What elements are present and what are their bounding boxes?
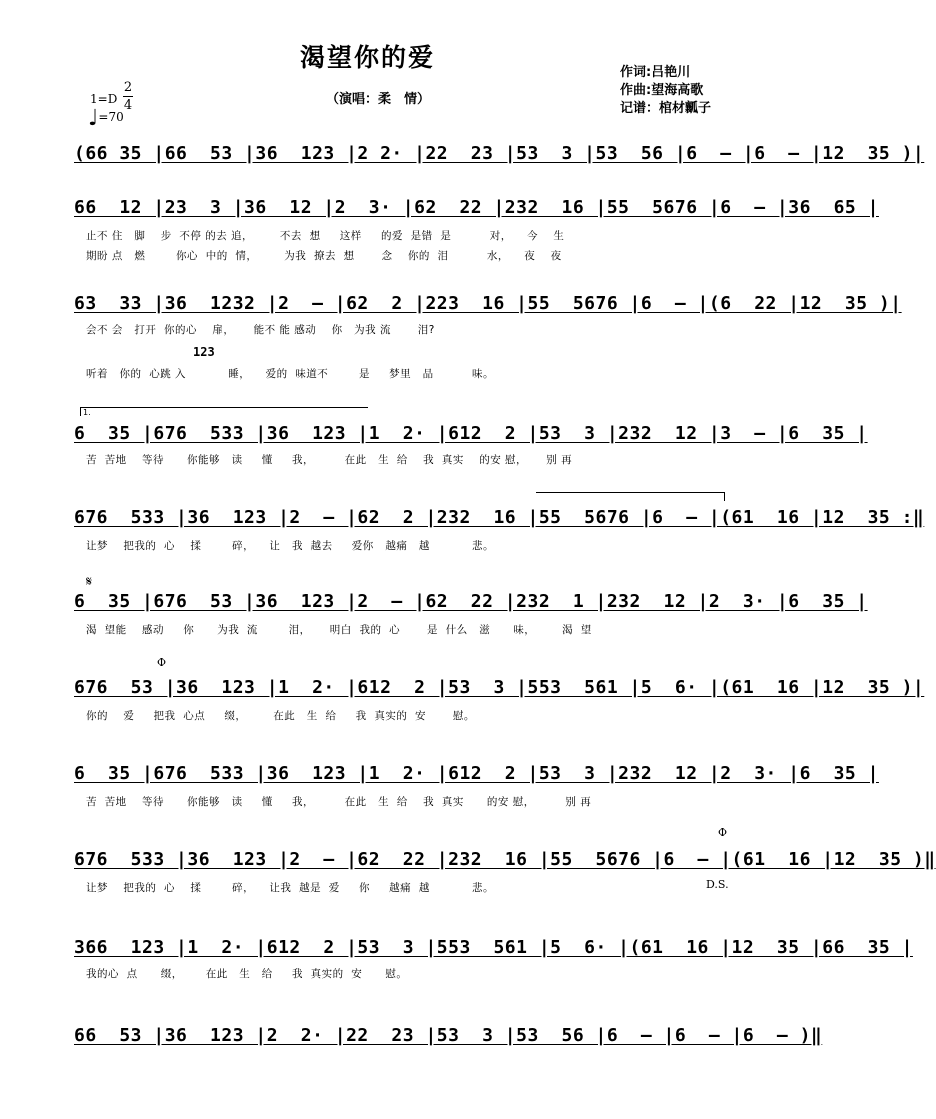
system-notes: (66 35 |66 53 |36 123 |2 2· |22 23 |53 3 |53 56 |6 – |6 – |12 35 )| (74, 142, 925, 164)
system-notes: 676 533 |36 123 |2 – |62 2 |232 16 |55 5676 |6 – |(61 16 |12 35 :‖ (74, 506, 925, 528)
dal-segno-marking: D.S. (706, 878, 729, 891)
key-signature: 1=D (90, 92, 118, 106)
quarter-note-icon: ♩ (88, 106, 99, 131)
system-notes: 6 35 |676 533 |36 123 |1 2· |612 2 |53 3 |232 12 |3 – |6 35 | (74, 422, 868, 444)
singer-credit: （演唱：柔 情） (326, 92, 431, 107)
lyric-line: 苦 苦地 等待 你能够 读 懂 我， 在此 生 给 我 真实 的安 慰， 别 再 (86, 454, 573, 466)
system-notes: 66 53 |36 123 |2 2· |22 23 |53 3 |53 56 |6 – |6 – |6 – )‖ (74, 1024, 823, 1046)
system-11 (74, 1020, 823, 1050)
coda-icon: Φ (157, 656, 167, 669)
system-notes: 66 12 |23 3 |36 12 |2 3· |62 22 |232 16 |55 5676 |6 – |36 65 | (74, 196, 879, 218)
system-10 (74, 932, 913, 962)
system-notes: 63 33 |36 1232 |2 – |62 2 |223 16 |55 5676 |6 – |(6 22 |12 35 )| (74, 292, 902, 314)
system-3 (74, 288, 902, 318)
system-notes: 6 35 |676 53 |36 123 |2 – |62 22 |232 1 |232 12 |2 3· |6 35 | (74, 590, 868, 612)
song-title: 渴望你的爱 (300, 43, 436, 72)
tempo-value: =70 (98, 110, 124, 124)
lyric-line: 会不 会 打开 你的心 扉， 能不 能 感动 你 为我 流 泪? (86, 324, 435, 336)
first-ending-bracket: 1. (80, 407, 368, 416)
lyricist-credit: 作词:吕艳川 (620, 65, 691, 80)
composer-credit: 作曲:望海高歌 (620, 83, 704, 98)
lyric-line: 让梦 把我的 心 揉 碎， 让 我 越去 爱你 越痛 越 悲。 (86, 540, 495, 552)
system-notes: 676 533 |36 123 |2 – |62 22 |232 16 |55 5676 |6 – |(61 16 |12 35 )‖ (74, 848, 936, 870)
tempo-marking (88, 106, 124, 131)
system-8 (74, 758, 879, 788)
system-6 (74, 586, 868, 616)
system-2 (74, 192, 879, 222)
system-9 (74, 844, 936, 874)
system-notes: 6 35 |676 533 |36 123 |1 2· |612 2 |53 3 |232 12 |2 3· |6 35 | (74, 762, 879, 784)
system-1 (74, 138, 925, 168)
lyric-line: 苦 苦地 等待 你能够 读 懂 我， 在此 生 给 我 真实 的安 慰， 别 再 (86, 796, 592, 808)
system-notes: 366 123 |1 2· |612 2 |53 3 |553 561 |5 6· |(61 16 |12 35 |66 35 | (74, 936, 913, 958)
time-bottom: 4 (123, 98, 133, 113)
system-4 (74, 418, 868, 448)
lyric-line: 止不 住 脚 步 不停 的去 追， 不去 想 这样 的爱 是错 是 对， 今 生 (86, 230, 565, 242)
lyric-line: 渴 望能 感动 你 为我 流 泪， 明白 我的 心 是 什么 滋 味， 渴 望 (86, 624, 592, 636)
system-notes: 676 53 |36 123 |1 2· |612 2 |53 3 |553 561 |5 6· |(61 16 |12 35 )| (74, 676, 925, 698)
lyric-line: 我的心 点 缀， 在此 生 给 我 真实的 安 慰。 (86, 968, 408, 980)
coda-icon: Φ (718, 826, 728, 839)
credits-block (620, 64, 711, 118)
time-top: 2 (123, 80, 133, 95)
system-7 (74, 672, 925, 702)
time-signature (123, 80, 133, 113)
lyric-line: 期盼 点 燃 你心 中的 情， 为我 撩去 想 念 你的 泪 水， 夜 夜 (86, 250, 562, 262)
lyric-line: 听着 你的 心跳 入 睡， 爱的 味道不 是 梦里 品 味。 (86, 368, 495, 380)
segno-icon: 𝄋 (86, 574, 93, 590)
grace-notes: 123 (193, 345, 215, 359)
second-ending-bracket (536, 492, 725, 501)
lyric-line: 你的 爱 把我 心点 缀， 在此 生 给 我 真实的 安 慰。 (86, 710, 475, 722)
lyric-line: 让梦 把我的 心 揉 碎， 让我 越是 爱 你 越痛 越 悲。 (86, 882, 495, 894)
notation-credit: 记谱：棺材瓤子 (620, 101, 712, 116)
system-5 (74, 502, 925, 532)
